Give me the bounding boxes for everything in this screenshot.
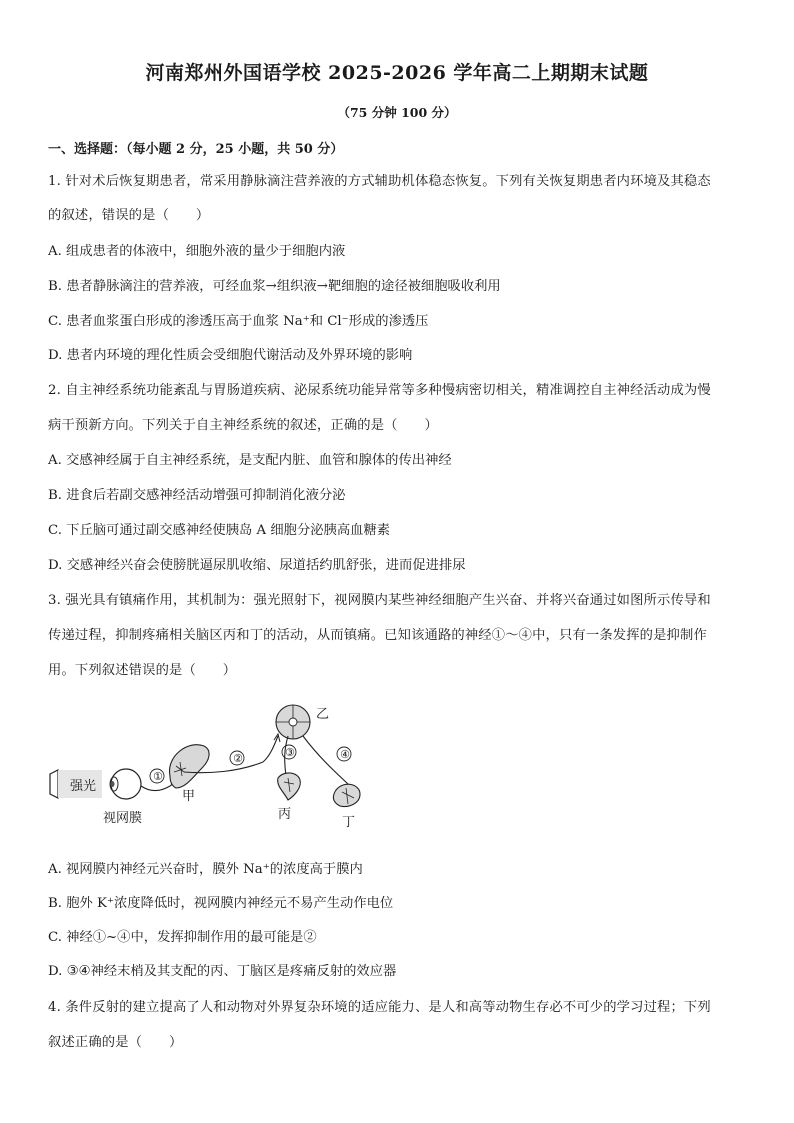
label-nerve-4: ④ [340, 748, 350, 761]
q3-option-a: A. 视网膜内神经元兴奋时，膜外 Na⁺的浓度高于膜内 [48, 862, 363, 877]
q2-stem-line2: 病干预新方向。下列关于自主神经系统的叙述，正确的是（ ） [48, 418, 438, 433]
brain-region-yi-icon [276, 705, 310, 739]
q1-stem-line1: 1. 针对术后恢复期患者，常采用静脉滴注营养液的方式辅助机体稳态恢复。下列有关恢复期患者内环境及其稳态 [48, 174, 711, 189]
brain-region-bing-icon [278, 773, 301, 800]
label-nerve-3: ③ [285, 746, 295, 759]
q2-stem-line1: 2. 自主神经系统功能紊乱与胃肠道疾病、泌尿系统功能异常等多种慢病密切相关，精准调控自主神经活动成为慢 [48, 383, 711, 398]
brain-region-ding-icon [333, 784, 360, 806]
q3-stem-line2: 传递过程，抑制疼痛相关脑区丙和丁的活动，从而镇痛。已知该通路的神经①～④中，只有一条发挥的是抑制作 [48, 628, 707, 643]
q3-stem-line1: 3. 强光具有镇痛作用，其机制为：强光照射下，视网膜内某些神经细胞产生兴奋、并将兴奋通过如图所示传导和 [48, 593, 711, 608]
label-region-ding: 丁 [342, 815, 356, 830]
q1-option-a: A. 组成患者的体液中，细胞外液的量少于细胞内液 [48, 244, 346, 259]
q4-stem-line1: 4. 条件反射的建立提高了人和动物对外界复杂环境的适应能力、是人和高等动物生存必不可少的学习过程；下列 [48, 1000, 711, 1015]
q3-option-b: B. 胞外 K⁺浓度降低时，视网膜内神经元不易产生动作电位 [48, 896, 394, 911]
eyeball-icon [110, 769, 141, 799]
label-region-yi: 乙 [316, 707, 330, 722]
label-nerve-2: ② [233, 752, 243, 765]
neural-pathway-diagram [48, 700, 368, 830]
exam-title: 河南郑州外国语学校 2025-2026 学年高二上期期末试题 [145, 62, 649, 84]
q1-option-c: C. 患者血浆蛋白形成的渗透压高于血浆 Na⁺和 Cl⁻形成的渗透压 [48, 314, 429, 329]
label-nerve-1: ① [153, 770, 163, 783]
q2-option-b: B. 进食后若副交感神经活动增强可抑制消化液分泌 [48, 488, 346, 503]
q3-option-d: D. ③④神经末梢及其支配的丙、丁脑区是疼痛反射的效应器 [48, 964, 397, 979]
q3-option-c: C. 神经①~④中，发挥抑制作用的最可能是② [48, 930, 317, 945]
q1-option-b: B. 患者静脉滴注的营养液，可经血浆→组织液→靶细胞的途径被细胞吸收利用 [48, 279, 501, 294]
q3-stem-line3: 用。下列叙述错误的是（ ） [48, 663, 237, 678]
section-heading: 一、选择题：（每小题 2 分，25 小题，共 50 分） [48, 142, 344, 157]
q1-stem-line2: 的叙述，错误的是（ ） [48, 208, 210, 223]
q2-option-a: A. 交感神经属于自主神经系统，是支配内脏、血管和腺体的传出神经 [48, 453, 452, 468]
q2-option-d: D. 交感神经兴奋会使膀胱逼尿肌收缩、尿道括约肌舒张，进而促进排尿 [48, 558, 466, 573]
exam-duration-score: （75 分钟 100 分） [337, 105, 457, 120]
q2-option-c: C. 下丘脑可通过副交感神经使胰岛 A 细胞分泌胰高血糖素 [48, 523, 391, 538]
q4-stem-line2: 叙述正确的是（ ） [48, 1035, 183, 1050]
label-region-jia: 甲 [182, 789, 196, 804]
label-region-bing: 丙 [278, 807, 292, 822]
label-retina: 视网膜 [103, 811, 143, 826]
label-strong-light: 强光 [70, 779, 97, 794]
q1-option-d: D. 患者内环境的理化性质会受细胞代谢活动及外界环境的影响 [48, 348, 413, 363]
brain-region-jia-icon [170, 745, 210, 788]
